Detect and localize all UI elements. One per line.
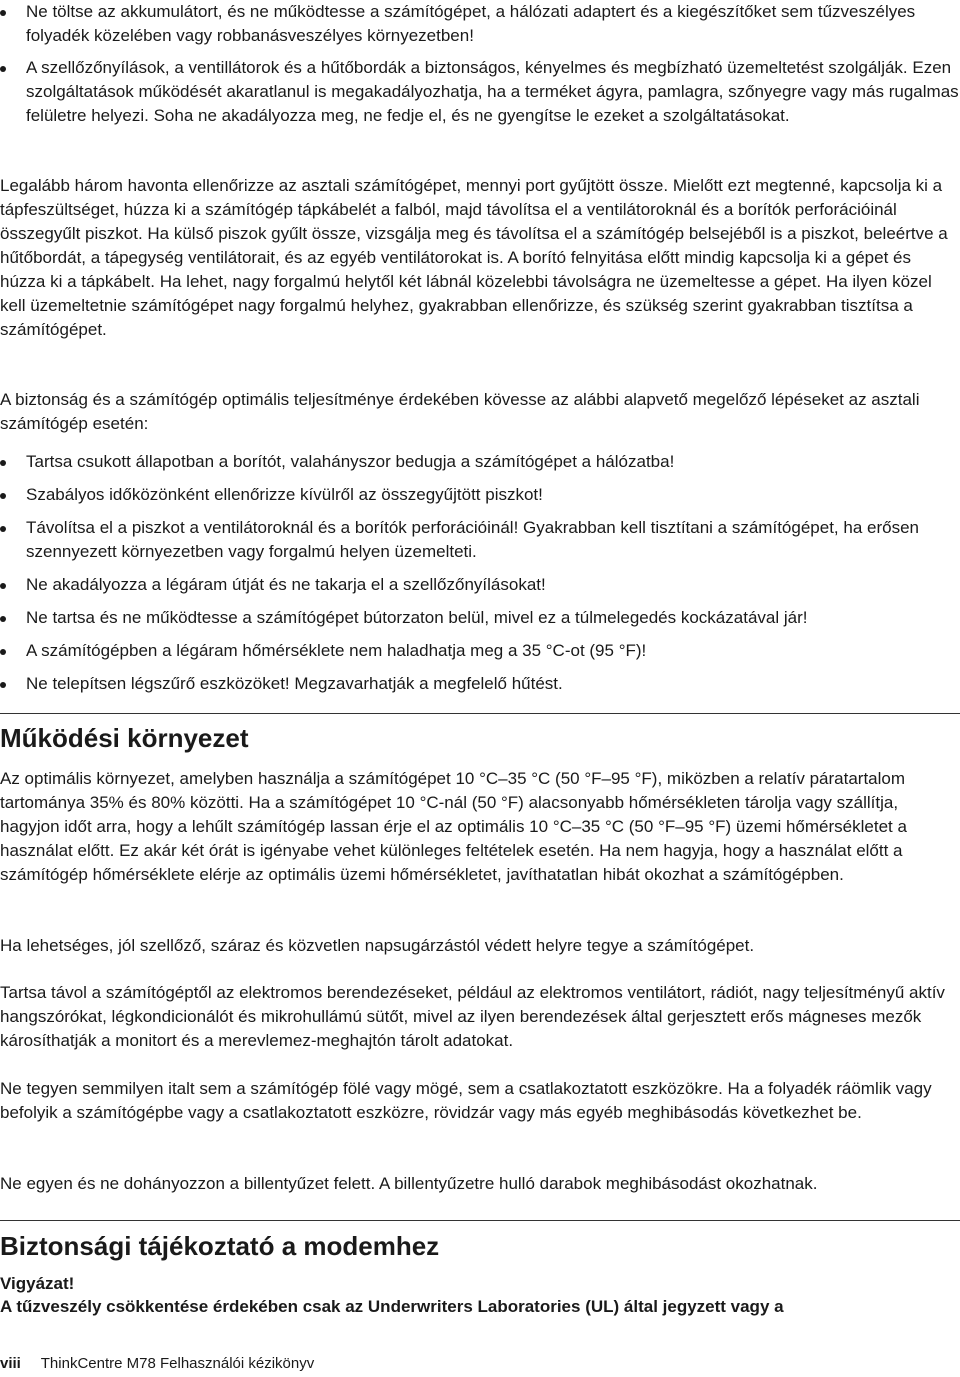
list-item (0, 483, 960, 507)
operating-paragraph: Tartsa távol a számítógéptől az elektromos berendezéseket, például az elektromos ventilátort, rádiót, nagy teljesítményű aktív hangszórókat, légkondicionálót és mikrohullámú sütőt, mivel az ilyen berendezések által gerjesztett erős mágneses mezők károsíthatják a monitort és a merevlemez-meghajtón tárolt adatokat. (0, 983, 945, 1050)
list-item (0, 672, 960, 696)
list-item-text: Szabályos időközönként ellenőrizze kívülről az összegyűjtött piszkot! (26, 485, 543, 504)
page-footer (0, 1354, 314, 1374)
list-item-text: A szellőzőnyílások, a ventillátorok és a hűtőbordák a biztonságos, kényelmes és megbízható üzemeltetést szolgálják. Ezen szolgáltatások működését akaratlanul is megakadályozhatja, ha a terméket ágyra, pamlagra, szőnyegre vagy más rugalmas felületre helyezi. Soha ne akadályozza meg, ne fedje el, és ne gyengítse le ezeket a szolgáltatásokat. (26, 58, 959, 125)
section-heading-operating: Működési környezet (0, 723, 249, 753)
list-item (0, 0, 960, 48)
bullet-icon (0, 10, 6, 16)
bullet-icon (0, 526, 6, 532)
list-item (0, 606, 960, 630)
list-item (0, 516, 960, 564)
steps-bullet-list (0, 450, 960, 696)
operating-paragraph: Ne egyen és ne dohányozzon a billentyűzet felett. A billentyűzetre hulló darabok meghibásodást okozhatnak. (0, 1174, 818, 1193)
bullet-icon (0, 66, 6, 72)
list-item-text: Ne akadályozza a légáram útját és ne takarja el a szellőzőnyílásokat! (26, 575, 546, 594)
bullet-icon (0, 682, 6, 688)
list-item-text: Ne tartsa és ne működtesse a számítógépet bútorzaton belül, mivel ez a túlmelegedés kockázatával jár! (26, 608, 808, 627)
list-item-text: A számítógépben a légáram hőmérséklete nem haladhatja meg a 35 °C-ot (95 °F)! (26, 641, 647, 660)
section-divider (0, 1220, 960, 1221)
section-divider (0, 713, 960, 714)
bullet-icon (0, 649, 6, 655)
footer-title: ThinkCentre M78 Felhasználói kézikönyv (40, 1355, 315, 1372)
list-item (0, 639, 960, 663)
list-item-text: Ne töltse az akkumulátort, és ne működtesse a számítógépet, a hálózati adaptert és a kiegészítőket sem tűzveszélyes folyadék közelében vagy robbanásveszélyes környezetben! (26, 2, 916, 45)
page-number: viii (0, 1355, 21, 1372)
bullet-icon (0, 583, 6, 589)
bullet-icon (0, 460, 6, 466)
section-heading-modem: Biztonsági tájékoztató a modemhez (0, 1231, 440, 1261)
operating-paragraph: Ne tegyen semmilyen italt sem a számítógép fölé vagy mögé, sem a csatlakoztatott eszközökre. Ha a folyadék ráömlik vagy befolyik a számítógépbe vagy a csatlakoztatott eszközre, rövidzár vagy más egyéb meghibásodás következhet be. (0, 1079, 932, 1122)
list-item-text: Ne telepítsen légszűrő eszközöket! Megzavarhatják a megfelelő hűtést. (26, 674, 563, 693)
bullet-icon (0, 493, 6, 499)
list-item (0, 56, 960, 128)
operating-paragraph: Az optimális környezet, amelyben használja a számítógépet 10 °C–35 °C (50 °F–95 °F), miközben a relatív páratartalom tartománya 35% és 80% közötti. Ha a számítógépet 10 °C-nál (50 °F) alacsonyabb hőmérsékleten tárolja vagy szállítja, hagyjon időt arra, hogy a lehűlt számítógép lassan érje el az optimális 10 °C–35 °C (50 °F–95 °F) üzemi hőmérsékletet a használat előtt. Ez akár két órát is igényabe vehet különleges feltételek esetén. Ha nem hagyja, hogy a használat előtt a számítógép hőmérséklete elérje az optimális üzemi hőmérsékletet, javíthatatlan hibát okozhat a számítógépben. (0, 769, 907, 884)
steps-intro-paragraph: A biztonság és a számítógép optimális teljesítménye érdekében kövesse az alábbi alapvető megelőző lépéseket az asztali számítógép esetén: (0, 390, 920, 433)
list-item (0, 450, 960, 474)
warning-label: Vigyázat! (0, 1274, 75, 1293)
warning-text: A tűzveszély csökkentése érdekében csak az Underwriters Laboratories (UL) által jegyzett vagy a (0, 1297, 784, 1316)
operating-paragraph: Ha lehetséges, jól szellőző, száraz és közvetlen napsugárzástól védett helyre tegye a számítógépet. (0, 936, 755, 955)
list-item-text: Tartsa csukott állapotban a borítót, valahányszor bedugja a számítógépet a hálózatba! (26, 452, 675, 471)
top-bullet-list (0, 0, 960, 128)
dust-paragraph: Legalább három havonta ellenőrizze az asztali számítógépet, mennyi port gyűjtött össze. Mielőtt ezt megtenné, kapcsolja ki a tápfeszültséget, húzza ki a számítógép tápkábelét a falból, majd távolítsa el a ventilátoroknál és a borítók perforációinál összegyűlt piszkot. Ha külső piszok gyűlt össze, vizsgálja meg és távolítsa el a számítógép belsejéből is a piszkot, beleértve a hűtőbordát, a tápegység ventilátorait, és az egyéb ventilátorokat is. A borító felnyitása előtt mindig kapcsolja ki a gépet és húzza ki a tápkábelt. Ha lehet, nagy forgalmú helytől két lábnál közelebbi távolságra ne üzemeltesse a gépet. Ha ilyen közel kell üzemeltetnie számítógépet nagy forgalmú helyhez, gyakrabban ellenőrizze, és szükség szerint gyakrabban tisztítsa a számítógépet. (0, 176, 948, 339)
list-item (0, 573, 960, 597)
bullet-icon (0, 616, 6, 622)
list-item-text: Távolítsa el a piszkot a ventilátoroknál és a borítók perforációinál! Gyakrabban kell tisztítani a számítógépet, ha erősen szennyezett környezetben vagy forgalmú helyen üzemelteti. (26, 518, 919, 561)
